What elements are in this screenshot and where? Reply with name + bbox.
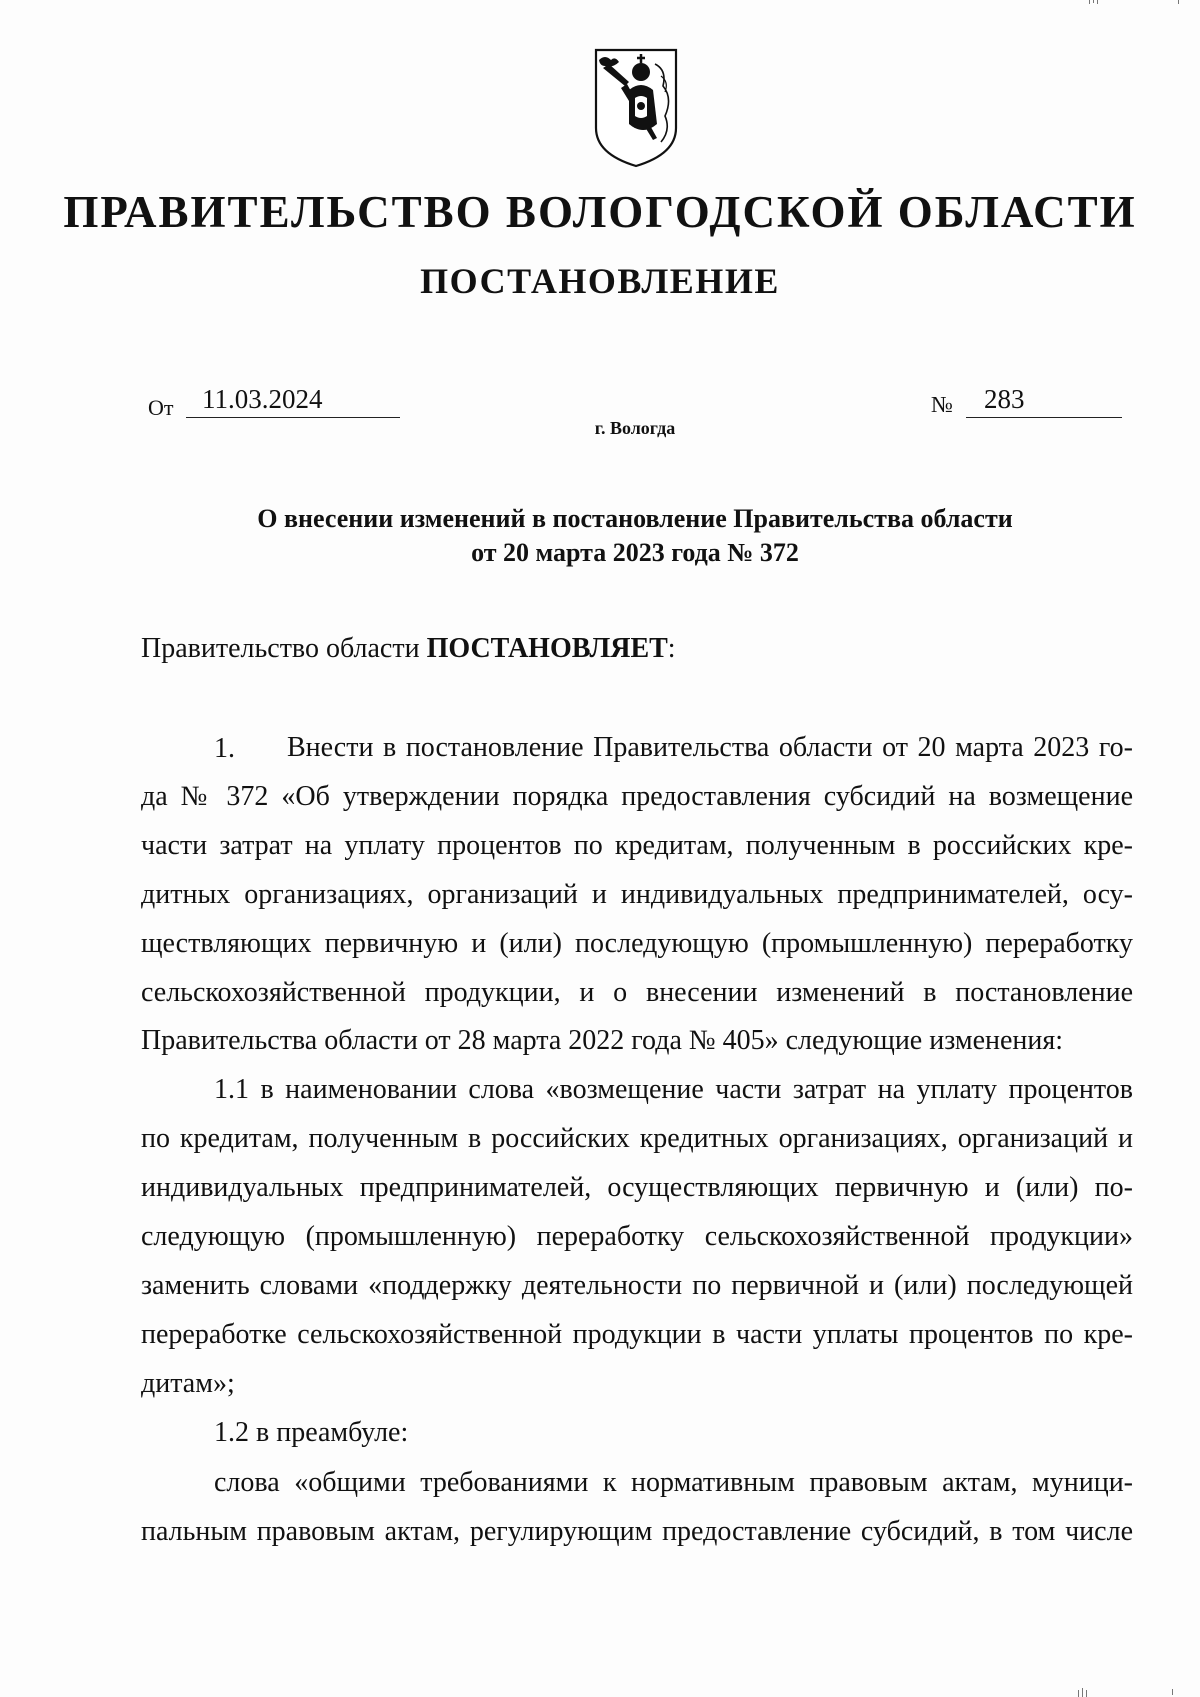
preamble-colon: :	[667, 633, 676, 664]
body-line: ществляющих первичную и (или) последующую (промышленную) переработку	[141, 928, 1133, 959]
preamble-text: Правительство области	[141, 633, 427, 664]
scan-speck	[1089, 0, 1090, 4]
decree-word: ПОСТАНОВЛЯЕТ	[426, 633, 668, 664]
number-label: №	[931, 392, 953, 417]
subject-line-1: О внесении изменений в постановление Правительства области	[257, 504, 1013, 533]
scan-speck	[1097, 0, 1098, 4]
scan-speck	[1078, 1690, 1079, 1697]
body-line: дитных организациях, организаций и индивидуальных предпринимателей, осу-	[141, 879, 1133, 910]
document-subject	[0, 502, 1200, 570]
body-line: дитам»;	[141, 1368, 235, 1399]
document-number: 283	[966, 384, 1122, 418]
scan-speck	[1086, 1690, 1087, 1697]
body-line: 1.2 в преамбуле:	[214, 1417, 409, 1448]
scan-speck	[1093, 0, 1094, 3]
body-line: пальным правовым актам, регулирующим предоставление субсидий, в том числе	[141, 1516, 1133, 1547]
body-line: переработке сельскохозяйственной продукции в части уплаты процентов по кре-	[141, 1319, 1133, 1350]
body-line: по кредитам, полученным в российских кредитных организациях, организаций и	[141, 1123, 1133, 1154]
preamble	[141, 633, 676, 665]
document-type-title: ПОСТАНОВЛЕНИЕ	[420, 261, 780, 301]
body-line: следующую (промышленную) переработку сельскохозяйственной продукции»	[141, 1221, 1133, 1252]
document-date: 11.03.2024	[186, 384, 400, 418]
body-line: части затрат на уплату процентов по кредитам, полученным в российских кре-	[141, 830, 1133, 861]
scan-speck	[1178, 0, 1179, 4]
date-label: От	[148, 395, 174, 420]
body-line: слова «общими требованиями к нормативным правовым актам, муници-	[214, 1467, 1133, 1498]
scan-speck	[1172, 1689, 1173, 1695]
body-line: заменить словами «поддержку деятельности по первичной и (или) последующей	[141, 1270, 1133, 1301]
body-line: сельскохозяйственной продукции, и о внесении изменений в постановление	[141, 977, 1133, 1008]
scan-speck	[1082, 1688, 1083, 1697]
government-title: ПРАВИТЕЛЬСТВО ВОЛОГОДСКОЙ ОБЛАСТИ	[63, 187, 1137, 237]
body-line: Внести в постановление Правительства области от 20 марта 2023 го-	[287, 732, 1133, 763]
body-line: индивидуальных предпринимателей, осуществляющих первичную и (или) по-	[141, 1172, 1133, 1203]
vologda-coat-of-arms-icon	[591, 46, 681, 169]
subject-line-2: от 20 марта 2023 года № 372	[471, 538, 799, 567]
body-line: Правительства области от 28 марта 2022 года № 405» следующие изменения:	[141, 1025, 1064, 1056]
item-number: 1.	[214, 733, 235, 764]
issuing-city: г. Вологда	[594, 418, 676, 438]
body-line: да № 372 «Об утверждении порядка предоставления субсидий на возмещение	[141, 781, 1133, 812]
body-line: 1.1 в наименовании слова «возмещение части затрат на уплату процентов	[214, 1074, 1133, 1105]
